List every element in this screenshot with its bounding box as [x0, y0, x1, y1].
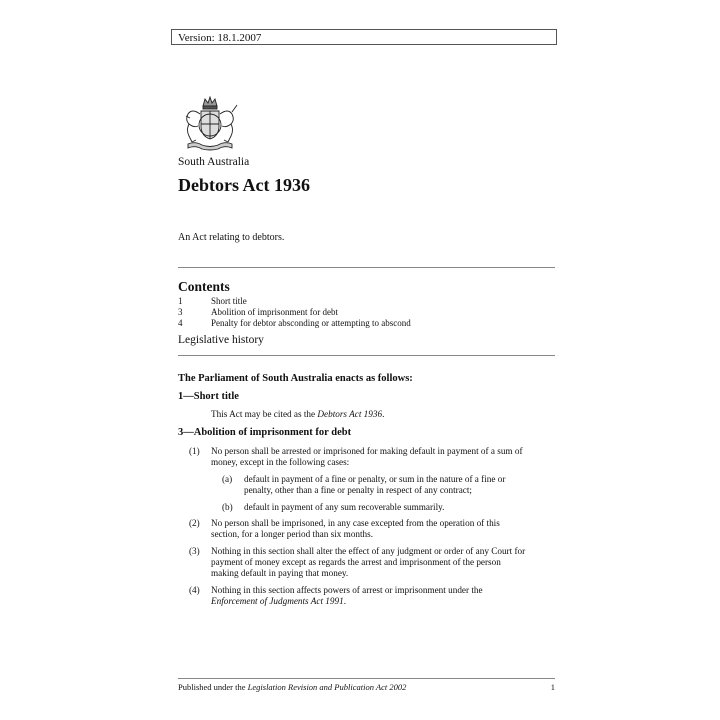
act-citation: Enforcement of Judgments Act 1991 — [211, 596, 344, 606]
subsection-line: Nothing in this section affects powers of arrest or imprisonment under the — [211, 585, 483, 595]
section-text-part: . — [382, 409, 385, 419]
contents-list — [178, 296, 411, 329]
section-heading: 3—Abolition of imprisonment for debt — [178, 427, 352, 438]
section-text — [211, 409, 384, 420]
subsection-number: (4) — [189, 585, 200, 595]
subsection — [189, 518, 559, 540]
paragraph-line: default in payment of any sum recoverable summarily. — [244, 502, 445, 512]
paragraph — [222, 474, 552, 496]
subsection-line: Nothing in this section shall alter the effect of any judgment or order of any Court for — [211, 546, 526, 556]
act-citation: Debtors Act 1936 — [317, 409, 383, 419]
legislative-history-link[interactable]: Legislative history — [178, 334, 264, 346]
version-label: Version: 18.1.2007 — [178, 32, 262, 44]
subsection-number: (2) — [189, 518, 200, 528]
subsection-line — [211, 596, 559, 607]
contents-item-label: Penalty for debtor absconding or attempting to abscond — [211, 318, 411, 328]
long-title: An Act relating to debtors. — [178, 232, 285, 243]
enacting-formula: The Parliament of South Australia enacts as follows: — [178, 373, 413, 384]
subsection-number: (1) — [189, 446, 200, 456]
contents-item-number: 1 — [178, 296, 183, 306]
footer-act: Legislation Revision and Publication Act 2002 — [247, 682, 407, 692]
section-text-part: This Act may be cited as the — [211, 409, 318, 419]
subsection — [189, 585, 559, 607]
page-number: 1 — [550, 682, 555, 692]
contents-item-number: 4 — [178, 318, 183, 328]
page-footer — [178, 682, 555, 692]
subsection-line: No person shall be arrested or imprisoned for making default in payment of a sum of — [211, 446, 523, 456]
jurisdiction: South Australia — [178, 156, 250, 168]
contents-item[interactable] — [178, 296, 411, 307]
subsection — [189, 446, 559, 468]
coat-of-arms-icon — [180, 94, 240, 152]
section-heading: 1—Short title — [178, 391, 239, 402]
contents-item-label: Short title — [211, 296, 247, 306]
divider — [178, 267, 555, 268]
paragraph — [222, 502, 552, 513]
subsection-number: (3) — [189, 546, 200, 556]
footer-publication — [178, 682, 406, 692]
version-box — [171, 29, 557, 45]
subsection-line: payment of money except as regards the arrest and imprisonment of the person — [211, 557, 501, 567]
subsection-line: money, except in the following cases: — [211, 457, 350, 467]
paragraph-line: penalty, other than a fine or penalty in respect of any contract; — [244, 485, 472, 495]
subsection — [189, 546, 559, 579]
act-title: Debtors Act 1936 — [178, 175, 310, 195]
paragraph-line: default in payment of a fine or penalty, or sum in the nature of a fine or — [244, 474, 506, 484]
contents-item[interactable] — [178, 307, 411, 318]
contents-heading: Contents — [178, 279, 230, 294]
contents-item[interactable] — [178, 318, 411, 329]
contents-item-label: Abolition of imprisonment for debt — [211, 307, 338, 317]
subsection-line: No person shall be imprisoned, in any case excepted from the operation of this — [211, 518, 500, 528]
divider — [178, 355, 555, 356]
subsection-line: making default in paying that money. — [211, 568, 349, 578]
footer-divider — [178, 678, 555, 679]
contents-item-number: 3 — [178, 307, 183, 317]
subsection-line-end: . — [343, 596, 346, 606]
footer-prefix: Published under the — [178, 682, 248, 692]
paragraph-number: (b) — [222, 502, 233, 512]
subsection-line: section, for a longer period than six months. — [211, 529, 374, 539]
paragraph-number: (a) — [222, 474, 233, 484]
